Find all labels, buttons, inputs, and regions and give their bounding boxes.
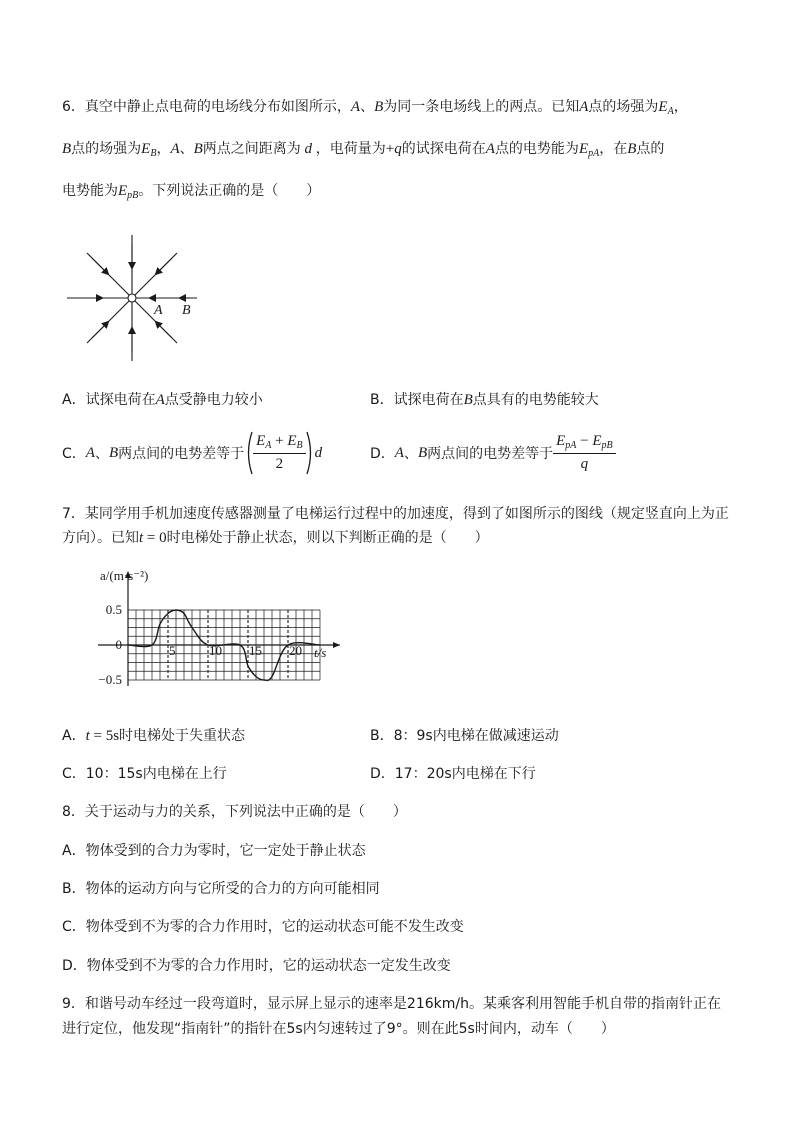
math-a: A: [155, 392, 165, 408]
q6-text: 6．真空中静止点电荷的电场线分布如图所示，: [62, 99, 351, 115]
math-a: A: [170, 141, 180, 157]
field-lines-figure: [62, 230, 207, 365]
option-text: A．试探电荷在: [62, 392, 156, 408]
option-text: 点具有的电势能较大: [472, 392, 599, 408]
q6-text: 的试探电荷在: [401, 141, 486, 157]
math-epb: $E_{pB}$: [118, 183, 139, 201]
math-eq-5s: = 5s: [89, 728, 120, 744]
q6-text: 两点之间距离为: [202, 141, 301, 157]
math-a: A: [350, 99, 361, 115]
q7-line1: 7．某同学用手机加速度传感器测量了电梯运行过程中的加速度，得到了如图所示的图线（规定竖直向上为正: [62, 506, 729, 522]
option-text: D．: [370, 446, 395, 462]
q6-text: 点的场强为: [588, 99, 659, 115]
option-text: 时电梯处于失重状态: [119, 728, 246, 744]
y-tick-label: 0.5: [105, 602, 122, 617]
math-a: A: [85, 444, 95, 461]
q7-option-c[interactable]: C．10：15s内电梯在上行: [62, 766, 227, 782]
arrow-topright: [156, 258, 172, 274]
q9-line1: 9．和谐号动车经过一段弯道时，显示屏上显示的速率是216km/h。某乘客利用智能手机自带的指南针正在: [62, 996, 721, 1012]
q6-text: 点的电势能为: [494, 141, 579, 157]
math-a: A: [394, 444, 404, 461]
x-tick-label: 20: [289, 643, 302, 658]
fraction-denominator: 2: [275, 456, 284, 472]
math-b: B: [193, 141, 203, 157]
point-charge: [128, 294, 136, 302]
math-d: d: [314, 444, 323, 461]
q6-line2: B点的场强为$E_B$，A、B两点之间距离为 d ，电荷量为+q的试探电荷在A点的电势能为$E_{pA}$，在B点的: [62, 141, 665, 159]
q7-option-d[interactable]: D．17：20s内电梯在下行: [370, 766, 536, 782]
option-text: 点受静电力较小: [164, 392, 263, 408]
math-b: B: [417, 444, 428, 461]
q7-option-b[interactable]: B．8：9s内电梯在做减速运动: [370, 728, 559, 744]
math-b: B: [463, 392, 473, 408]
label-a: A: [154, 303, 163, 318]
arrow-bottomleft: [92, 322, 108, 338]
fraction-avg-field: [253, 433, 306, 473]
option-text: 两点间的电势差等于: [118, 446, 245, 462]
q6-text: 。下列说法正确的是（ ）: [138, 183, 321, 199]
q6-option-b[interactable]: [370, 389, 599, 409]
y-tick-label: −0.5: [98, 672, 122, 687]
q6-option-d[interactable]: D． A 、 B 两点间的电势差等于 $\frac{E_{pA} - E_{pB}}{q}$: [370, 430, 616, 476]
q6-text: 点的场强为: [71, 141, 142, 157]
x-axis-arrow: [333, 642, 340, 648]
math-eb: $E_B$: [141, 141, 157, 159]
math-a: A: [485, 141, 495, 157]
option-text: B．试探电荷在: [370, 392, 464, 408]
q7-line2: [62, 527, 489, 547]
q7-text: 时电梯处于静止状态，则以下判断正确的是（ ）: [166, 530, 489, 546]
fraction-potential-diff: [553, 433, 616, 473]
q8-option-b[interactable]: B．物体的运动方向与它所受的合力的方向可能相同: [62, 881, 380, 897]
math-epa: $E_{pA}$: [578, 141, 600, 159]
q7-option-a[interactable]: [62, 725, 245, 745]
fraction-denominator: q: [580, 456, 589, 472]
fraction-numerator: $E_{pA} - E_{pB}$: [553, 433, 616, 454]
math-d: d: [300, 141, 316, 157]
acceleration-time-chart: [62, 565, 342, 695]
fraction-numerator: $E_A + E_B$: [253, 433, 306, 454]
math-a: A: [579, 99, 589, 115]
x-tick-label: 15: [249, 643, 262, 658]
y-tick-label: 0: [115, 637, 122, 652]
q8-option-d[interactable]: D．物体受到不为零的合力作用时，它的运动状态一定发生改变: [62, 958, 451, 974]
x-tick-label: 10: [209, 643, 222, 658]
arrow-bottomright: [156, 322, 172, 338]
q6-text: ，在: [599, 141, 628, 157]
q8-stem: 8．关于运动与力的关系，下列说法中正确的是（ ）: [62, 804, 407, 820]
x-tick-label: 5: [169, 643, 176, 658]
math-ea: $E_A$: [658, 99, 674, 117]
arrow-topleft: [92, 258, 108, 274]
math-b: B: [374, 99, 384, 115]
math-b: B: [627, 141, 637, 157]
paren-right: [306, 431, 315, 475]
q6-option-c[interactable]: C． A 、 B 两点间的电势差等于 $\frac{E_A + E_B}{2}$ d: [62, 430, 322, 476]
math-b: B: [108, 444, 119, 461]
math-eq-0: = 0: [143, 530, 167, 546]
q8-option-a[interactable]: A．物体受到的合力为零时，它一定处于静止状态: [62, 843, 366, 859]
math-t-eq-0: t: [139, 530, 144, 546]
option-text: A．: [62, 728, 86, 744]
q6-text: 点的: [636, 141, 665, 157]
paren-left: [244, 431, 253, 475]
q6-text: 电势能为: [62, 183, 118, 199]
q6-text: 为同一条电场线上的两点。已知: [383, 99, 580, 115]
q6-line3: [62, 180, 320, 201]
label-b: B: [182, 303, 191, 318]
math-b: B: [62, 141, 72, 157]
q7-text: 方向）。已知: [62, 530, 139, 546]
option-text: C．: [62, 446, 86, 462]
y-axis-label: a/(m·s⁻²): [100, 568, 149, 583]
option-text: 两点间的电势差等于: [427, 446, 554, 462]
q6-option-a[interactable]: [62, 389, 263, 409]
math-plus-q: +q: [385, 141, 402, 157]
x-axis-label: t/s: [314, 645, 327, 660]
q6-line1: 6．真空中静止点电荷的电场线分布如图所示，A、B为同一条电场线上的两点。已知A点的场强为$E_A$，: [62, 99, 688, 117]
q9-line2: 进行定位，他发现“指南针”的指针在5s内匀速转过了9°。则在此5s时间内，动车（ ）: [62, 1021, 615, 1037]
q8-option-c[interactable]: C．物体受到不为零的合力作用时，它的运动状态可能不发生改变: [62, 919, 464, 935]
math-t-eq-5s: t: [85, 728, 90, 744]
q6-text: ，电荷量为: [315, 141, 386, 157]
